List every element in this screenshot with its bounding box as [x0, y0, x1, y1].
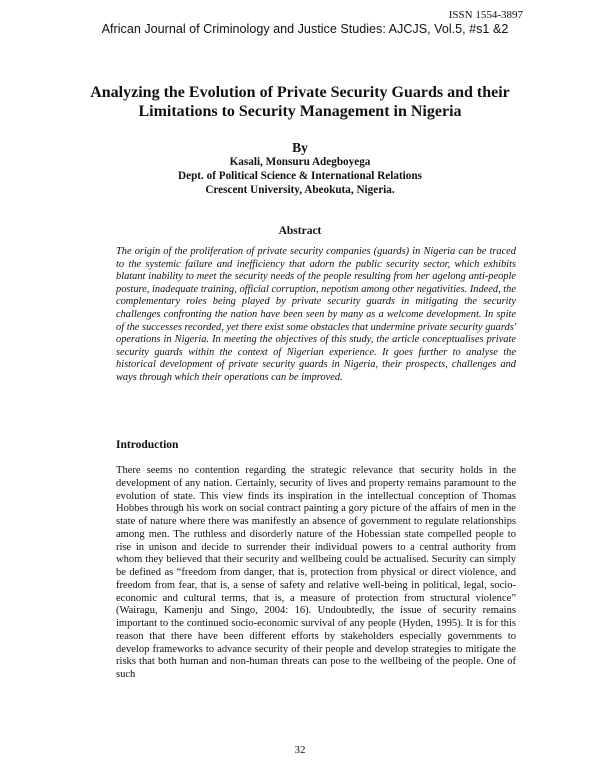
issn-label: ISSN 1554-3897 — [448, 9, 523, 21]
author-department: Dept. of Political Science & International Relations — [178, 170, 422, 182]
introduction-text: There seems no contention regarding the strategic relevance that security holds in the development of any nation. Certainly, security of lives and property remains paramount to the evolution of state. This view finds its inspiration in the intellectual conception of Thomas Hobbes through his work on social contract painting a gory picture of the affairs of men in the state of nature where there was manifestly an absence of government to regulate relationships among men. The ruthless and disorderly nature of the Hobessian state compelled people to rise in unison and decide to surrender their individual powers to a central authority from whom they believed that their security and wellbeing could be actualised. Security can simply be defined as “freedom from danger, that is, protection from physical or direct violence, and freedom from fear, that is, a sense of safety and relative well-being in political, legal, socio-economic and cultural terms, that is, a measure of protection from structural violence” (Wairagu, Kamenju and Singo, 2004: 16). Undoubtedly, the issue of security remains important to the continued socio-economic survival of any people (Hyden, 1995). It is for this reason that there have been different efforts by stakeholders especially governments to develop frameworks to advance security of their people and develop strategies to mitigate the risks that both human and non-human threats can pose to the wellbeing of the people. One of such — [116, 465, 516, 680]
article-title: Analyzing the Evolution of Private Security Guards and their Limitations to Security Management in Nigeria — [90, 84, 510, 120]
by-label: By — [292, 140, 308, 155]
author-name: Kasali, Monsuru Adegboyega — [229, 156, 371, 168]
abstract-text: The origin of the proliferation of private security companies (guards) in Nigeria can be traced to the systemic failure and inefficiency that adorn the public security sector, which exhibits blatant inability to meet the security needs of the people resulting from her agelong anti-people posture, inadequate training, official corruption, nepotism among other negativities. Indeed, the complementary roles being played by private security guards in mitigating the security challenges confronting the nation have been seen by many as a welcome development. In spite of the successes recorded, yet there exist some obstacles that undermine private security guards' operations in Nigeria. In meeting the objectives of this study, the article conceptualises private security guards within the context of Nigerian experience. It goes further to analyse the historical development of private security guards in Nigeria, their prospects, challenges and ways through which their operations can be improved. — [116, 246, 516, 383]
abstract-heading: Abstract — [278, 225, 322, 237]
page-number: 32 — [294, 744, 306, 756]
introduction-heading: Introduction — [116, 439, 179, 451]
journal-header: African Journal of Criminology and Justice Studies: AJCJS, Vol.5, #s1 &2 — [101, 22, 509, 36]
author-institution: Crescent University, Abeokuta, Nigeria. — [205, 184, 395, 196]
